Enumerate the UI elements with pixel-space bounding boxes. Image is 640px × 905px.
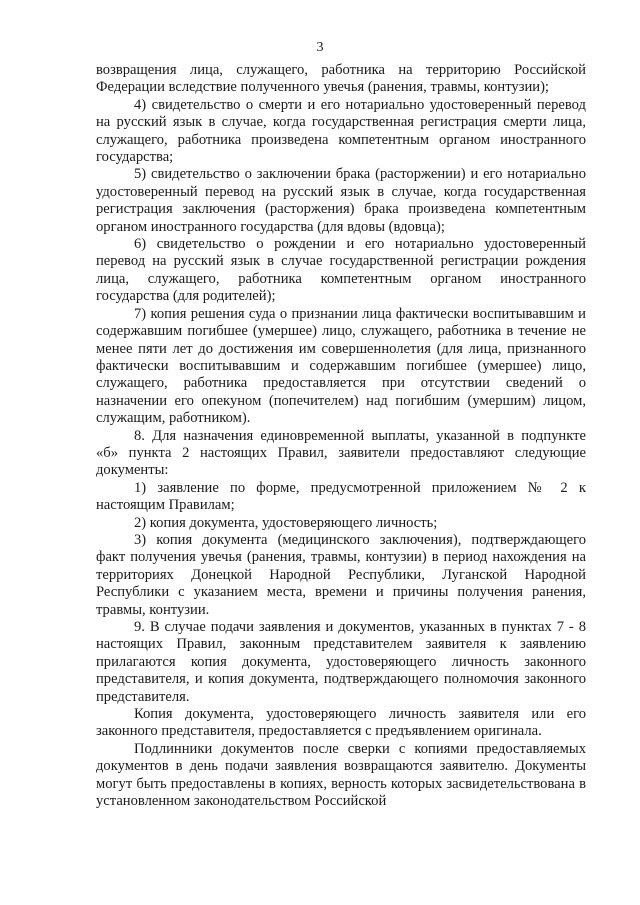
paragraph-id-copy: Копия документа, удостоверяющего личность заявителя или его законного представителя, предоставляется с предъявлением оригинала. — [96, 706, 586, 740]
paragraph-item-7: 7) копия решения суда о признании лица фактически воспитывавшим и содержавшим погибшее (умершее) лицо, служащего, работника в течение не менее пяти лет до достижения им совершеннолетия (для лица, признанного фактически воспитывавшим и содержавшим погибшее (умершее) лицо, служащего, работника предоставляется при отсутствии сведений о назначении его опекуном (попечителем) над погибшим (умершим) лицом, служащим, работником). — [96, 305, 586, 427]
paragraph-clause-8-item-3: 3) копия документа (медицинского заключения), подтверждающего факт получения увечья (ранения, травмы, контузии) в период нахождения на территориях Донецкой Народной Республики, Луганской Народной Республики с указанием места, времени и причины получения ранения, травмы, контузии. — [96, 531, 586, 618]
paragraph-clause-8-item-1: 1) заявление по форме, предусмотренной приложением № 2 к настоящим Правилам; — [96, 479, 586, 514]
paragraph-clause-8: 8. Для назначения единовременной выплаты, указанной в подпункте «б» пункта 2 настоящих Правил, заявители предоставляют следующие документы: — [96, 427, 586, 479]
paragraph-item-5: 5) свидетельство о заключении брака (расторжении) и его нотариально удостоверенный перевод на русский язык в случае, когда государственная регистрация заключения (расторжения) брака произведена компетентным органом иностранного государства (для вдовы (вдовца); — [96, 166, 586, 235]
paragraph-item-6: 6) свидетельство о рождении и его нотариально удостоверенный перевод на русский язык в случае государственной регистрации рождения лица, служащего, работника компетентным органом иностранного государства (для родителей); — [96, 236, 586, 305]
document-body — [96, 62, 586, 810]
paragraph-originals: Подлинники документов после сверки с копиями предоставляемых документов в день подачи заявления возвращаются заявителю. Документы могут быть предоставлены в копиях, верность которых засвидетельствована в установленном законодательством Российской — [96, 740, 586, 810]
paragraph-continuation: возвращения лица, служащего, работника на территорию Российской Федерации вследствие полученного увечья (ранения, травмы, контузии); — [96, 62, 586, 96]
paragraph-clause-9: 9. В случае подачи заявления и документов, указанных в пунктах 7 - 8 настоящих Правил, законным представителем заявителя к заявлению прилагаются копия документа, удостоверяющего личность законного представителя, и копия документа, подтверждающего полномочия законного представителя. — [96, 619, 586, 705]
page-number: 3 — [316, 40, 324, 55]
paragraph-clause-8-item-2: 2) копия документа, удостоверяющего личность; — [134, 514, 438, 531]
paragraph-item-4: 4) свидетельство о смерти и его нотариально удостоверенный перевод на русский язык в случае, когда государственная регистрация смерти лица, служащего, работника произведена компетентным органом иностранного государства; — [96, 96, 586, 166]
